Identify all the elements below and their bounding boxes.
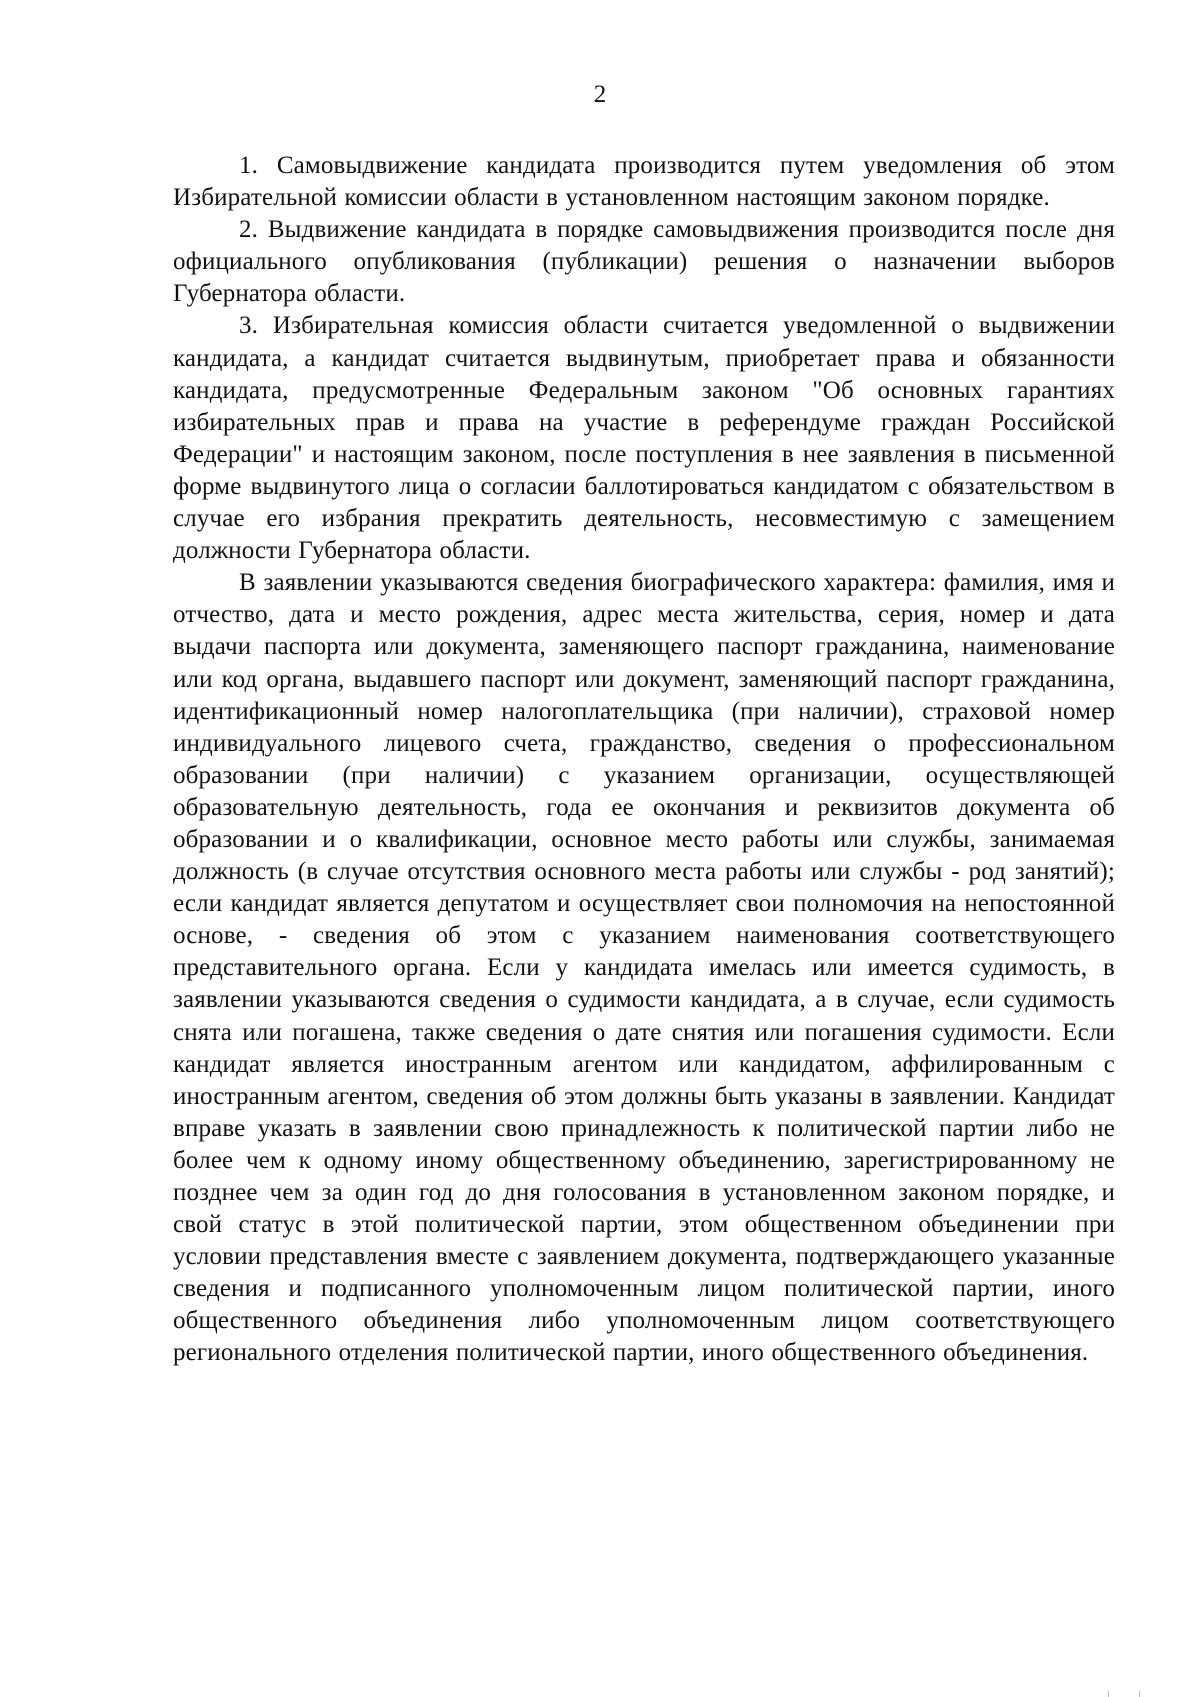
paragraph-3: 3. Избирательная комиссия области считается уведомленной о выдвижении кандидата, а кандидат считается выдвинутым, приобретает права и обязанности кандидата, предусмотренные Федеральным законом "Об основных гарантиях избирательных прав и права на участие в референдуме граждан Российской Федерации" и настоящим законом, после поступления в нее заявления в письменной форме выдвинутого лица о согласии баллотироваться кандидатом с обязательством в случае его избрания прекратить деятельность, несовместимую с замещением должности Губернатора области. [173,312,1115,565]
paragraph-1: 1. Самовыдвижение кандидата производится путем уведомления об этом Избирательной комиссии области в установленном настоящим законом порядке. [173,152,1115,212]
page-number: 2 [593,81,607,108]
scan-artifact [1108,1691,1140,1697]
document-body [173,150,1115,1370]
paragraph-2: 2. Выдвижение кандидата в порядке самовыдвижения производится после дня официального опубликования (публикации) решения о назначении выборов Губернатора области. [173,216,1115,308]
paragraph-4: В заявлении указываются сведения биографического характера: фамилия, имя и отчество, дата и место рождения, адрес места жительства, серия, номер и дата выдачи паспорта или документа, заменяющего паспорт гражданина, наименование или код органа, выдавшего паспорт или документ, заменяющий паспорт гражданина, идентификационный номер налогоплательщика (при наличии), страховой номер индивидуального лицевого счета, гражданство, сведения о профессиональном образовании (при наличии) с указанием организации, осуществляющей образовательную деятельность, года ее окончания и реквизитов документа об образовании и о квалификации, основное место работы или службы, занимаемая должность (в случае отсутствия основного места работы или службы - род занятий); если кандидат является депутатом и осуществляет свои полномочия на непостоянной основе, - сведения об этом с указанием наименования соответствующего представительного органа. Если у кандидата имелась или имеется судимость, в заявлении указываются сведения о судимости кандидата, а в случае, если судимость снята или погашена, также сведения о дате снятия или погашения судимости. Если кандидат является иностранным агентом или кандидатом, аффилированным с иностранным агентом, сведения об этом должны быть указаны в заявлении. Кандидат вправе указать в заявлении свою принадлежность к политической партии либо не более чем к одному иному общественному объединению, зарегистрированному не позднее чем за один год до дня голосования в установленном законом порядке, и свой статус в этой политической партии, этом общественном объединении при условии представления вместе с заявлением документа, подтверждающего указанные сведения и подписанного уполномоченным лицом политической партии, иного общественного объединения либо уполномоченным лицом соответствующего регионального отделения политической партии, иного общественного объединения. [173,569,1115,1367]
